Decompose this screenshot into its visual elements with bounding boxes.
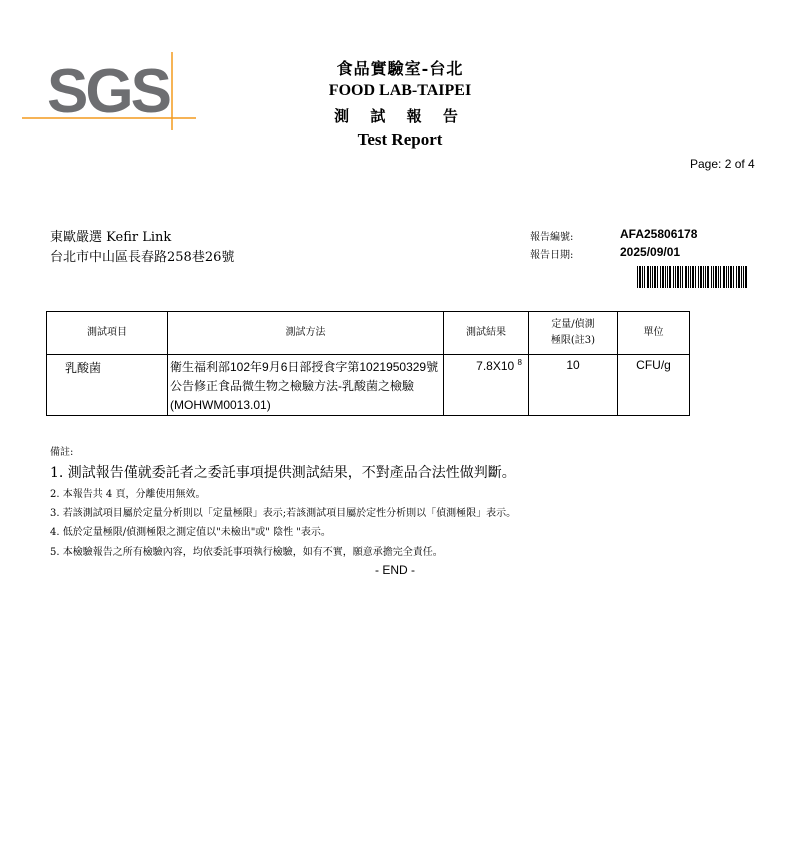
notes-title: 備註: [50,447,74,458]
barcode-bar [685,266,687,288]
barcode-bar [673,266,674,288]
report-date-label: 報告日期: [530,250,574,261]
barcode-bar [736,266,737,288]
barcode [637,266,749,288]
report-number-label: 報告編號: [530,232,574,243]
note-item: 4. 低於定量極限/偵測極限之測定值以"未檢出"或" 陰性 "表示。 [50,527,331,538]
barcode-bar [698,266,699,288]
note-item: 3. 若該測試項目屬於定量分析則以「定量極限」表示;若該測試項目屬於定性分析則以「偵測極限」表示。 [50,508,517,519]
table-header-row [47,312,690,355]
report-title-en: Test Report [357,130,443,149]
barcode-bar [660,266,661,288]
barcode-bar [647,266,649,288]
end-marker: - END - [375,563,415,577]
method-line: (MOHWM0013.01) [170,398,271,412]
barcode-bar [654,266,656,288]
note-item: 5. 本檢驗報告之所有檢驗內容，均依委託事項執行檢驗，如有不實，願意承擔完全責任。 [50,547,443,558]
barcode-bar [688,266,689,288]
barcode-bar [718,266,719,288]
barcode-bar [667,266,668,288]
barcode-bar [711,266,712,288]
barcode-bar [637,266,638,288]
barcode-bar [677,266,679,288]
barcode-bar [639,266,641,288]
lab-name-en: FOOD LAB-TAIPEI [328,82,472,99]
method-line: 衛生福利部102年9月6日部授食字第1021950329號 [170,360,439,374]
table-row [47,355,690,416]
barcode-bar [720,266,721,288]
barcode-bar [713,266,714,288]
result-exponent: 8 [517,358,522,367]
header-test-method: 測試方法 [168,312,444,355]
note-item: 1. 測試報告僅就委託者之委託事項提供測試結果，不對產品合法性做判斷。 [50,465,516,481]
barcode-bar [642,266,643,288]
barcode-bar [707,266,709,288]
barcode-bar [723,266,725,288]
barcode-bar [730,266,732,288]
method-line: 公告修正食品微生物之檢驗方法-乳酸菌之檢驗 [170,379,414,393]
results-table [46,311,690,416]
cell-item: 乳酸菌 [47,355,168,416]
barcode-bar [703,266,704,288]
cell-result: 7.8X10 $^8$ [444,355,529,416]
barcode-bar [669,266,671,288]
barcode-bar [728,266,729,288]
barcode-bar [705,266,706,288]
barcode-bar [715,266,717,288]
barcode-bar [738,266,740,288]
lab-name-zh: 食品實驗室-台北 [336,59,464,78]
client-address: 台北市中山區長春路258巷26號 [50,250,235,265]
barcode-bar [665,266,666,288]
header-unit: 單位 [618,312,690,355]
client-name: 東歐嚴選 Kefir Link [50,230,172,245]
barcode-bar [662,266,664,288]
barcode-bar [680,266,681,288]
barcode-bar [700,266,702,288]
barcode-bar [652,266,653,288]
report-date: 2025/09/01 [620,245,681,259]
sgs-logo [22,52,198,132]
barcode-bar [745,266,747,288]
logo-text: SGS [47,57,169,126]
barcode-bar [690,266,691,288]
report-number: AFA25806178 [620,227,698,241]
cell-limit: 10 [529,355,618,416]
header-test-item: 測試項目 [47,312,168,355]
barcode-bar [657,266,658,288]
barcode-bar [726,266,727,288]
barcode-bar [644,266,645,288]
barcode-bar [733,266,734,288]
note-item: 2. 本報告共 4 頁，分離使用無效。 [50,489,206,500]
barcode-bar [650,266,651,288]
barcode-bar [741,266,742,288]
barcode-bar [743,266,744,288]
barcode-bar [682,266,683,288]
barcode-bar [695,266,696,288]
report-title-zh: 測 試 報 告 [334,107,466,125]
barcode-bar [692,266,694,288]
header-test-result: 測試結果 [444,312,529,355]
page-number: Page: 2 of 4 [690,157,755,171]
header-limit: 定量/偵測 極限(註3) [529,312,618,355]
cell-method [168,355,444,416]
barcode-bar [675,266,676,288]
cell-unit: CFU/g [618,355,690,416]
